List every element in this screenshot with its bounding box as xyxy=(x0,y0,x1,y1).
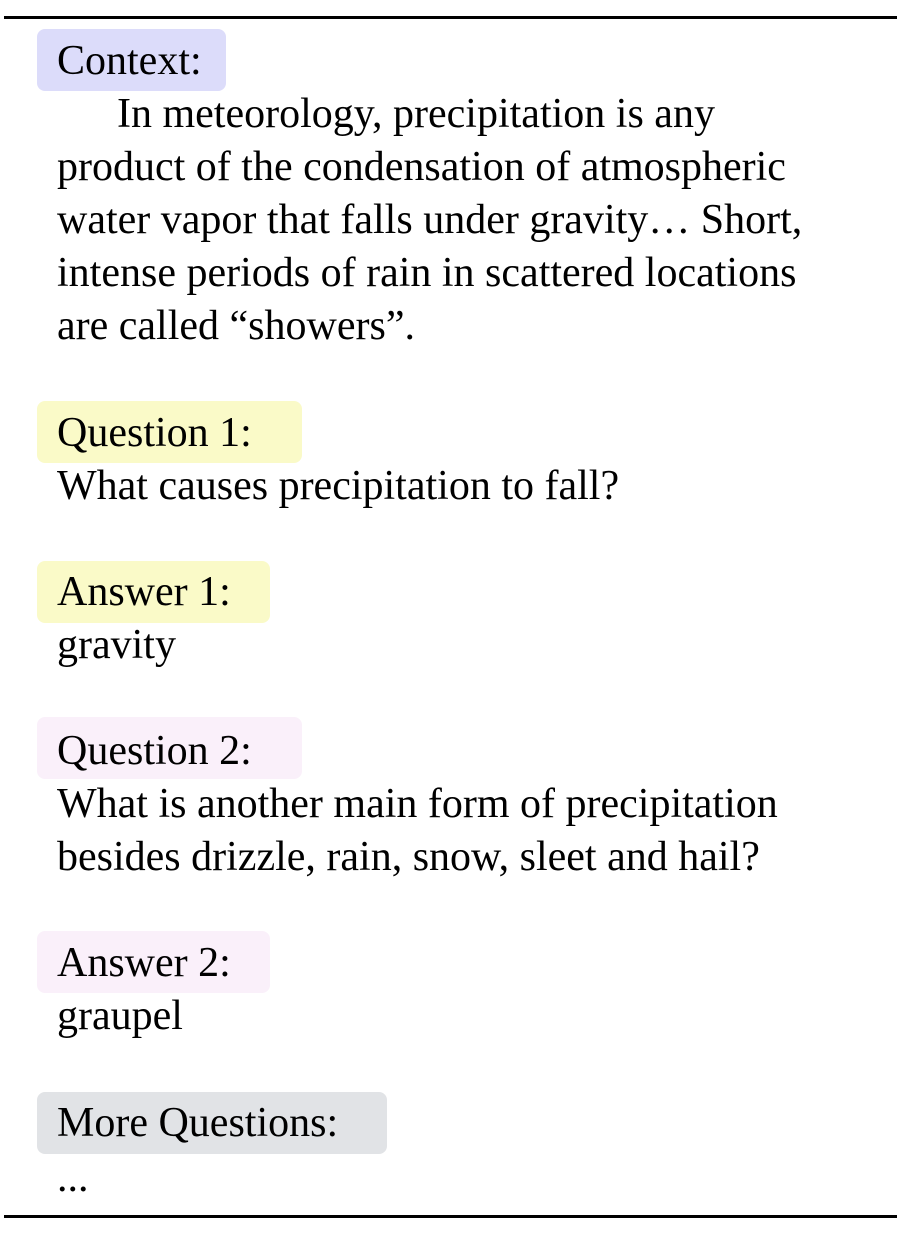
answer-1-label: Answer 1: xyxy=(57,569,231,615)
question-2-line-2: besides drizzle, rain, snow, sleet and hail? xyxy=(57,834,760,880)
answer-2-label: Answer 2: xyxy=(57,940,231,986)
more-questions-ellipsis: ... xyxy=(57,1155,89,1201)
question-2-line-1: What is another main form of precipitation xyxy=(57,781,778,827)
answer-2-text: graupel xyxy=(57,993,183,1039)
context-line-5: are called “showers”. xyxy=(57,303,415,349)
answer-1-text: gravity xyxy=(57,622,176,668)
context-label: Context: xyxy=(57,38,202,84)
context-line-2: product of the condensation of atmospheric xyxy=(57,144,786,190)
more-questions-label: More Questions: xyxy=(57,1100,339,1146)
question-2-label: Question 2: xyxy=(57,728,252,774)
question-1-label: Question 1: xyxy=(57,410,252,456)
bottom-rule xyxy=(4,1215,897,1218)
context-line-4: intense periods of rain in scattered locations xyxy=(57,250,797,296)
context-line-3: water vapor that falls under gravity… Short, xyxy=(57,197,803,243)
question-1-text: What causes precipitation to fall? xyxy=(57,463,620,509)
context-line-1: In meteorology, precipitation is any xyxy=(117,91,715,137)
top-rule xyxy=(4,16,897,19)
